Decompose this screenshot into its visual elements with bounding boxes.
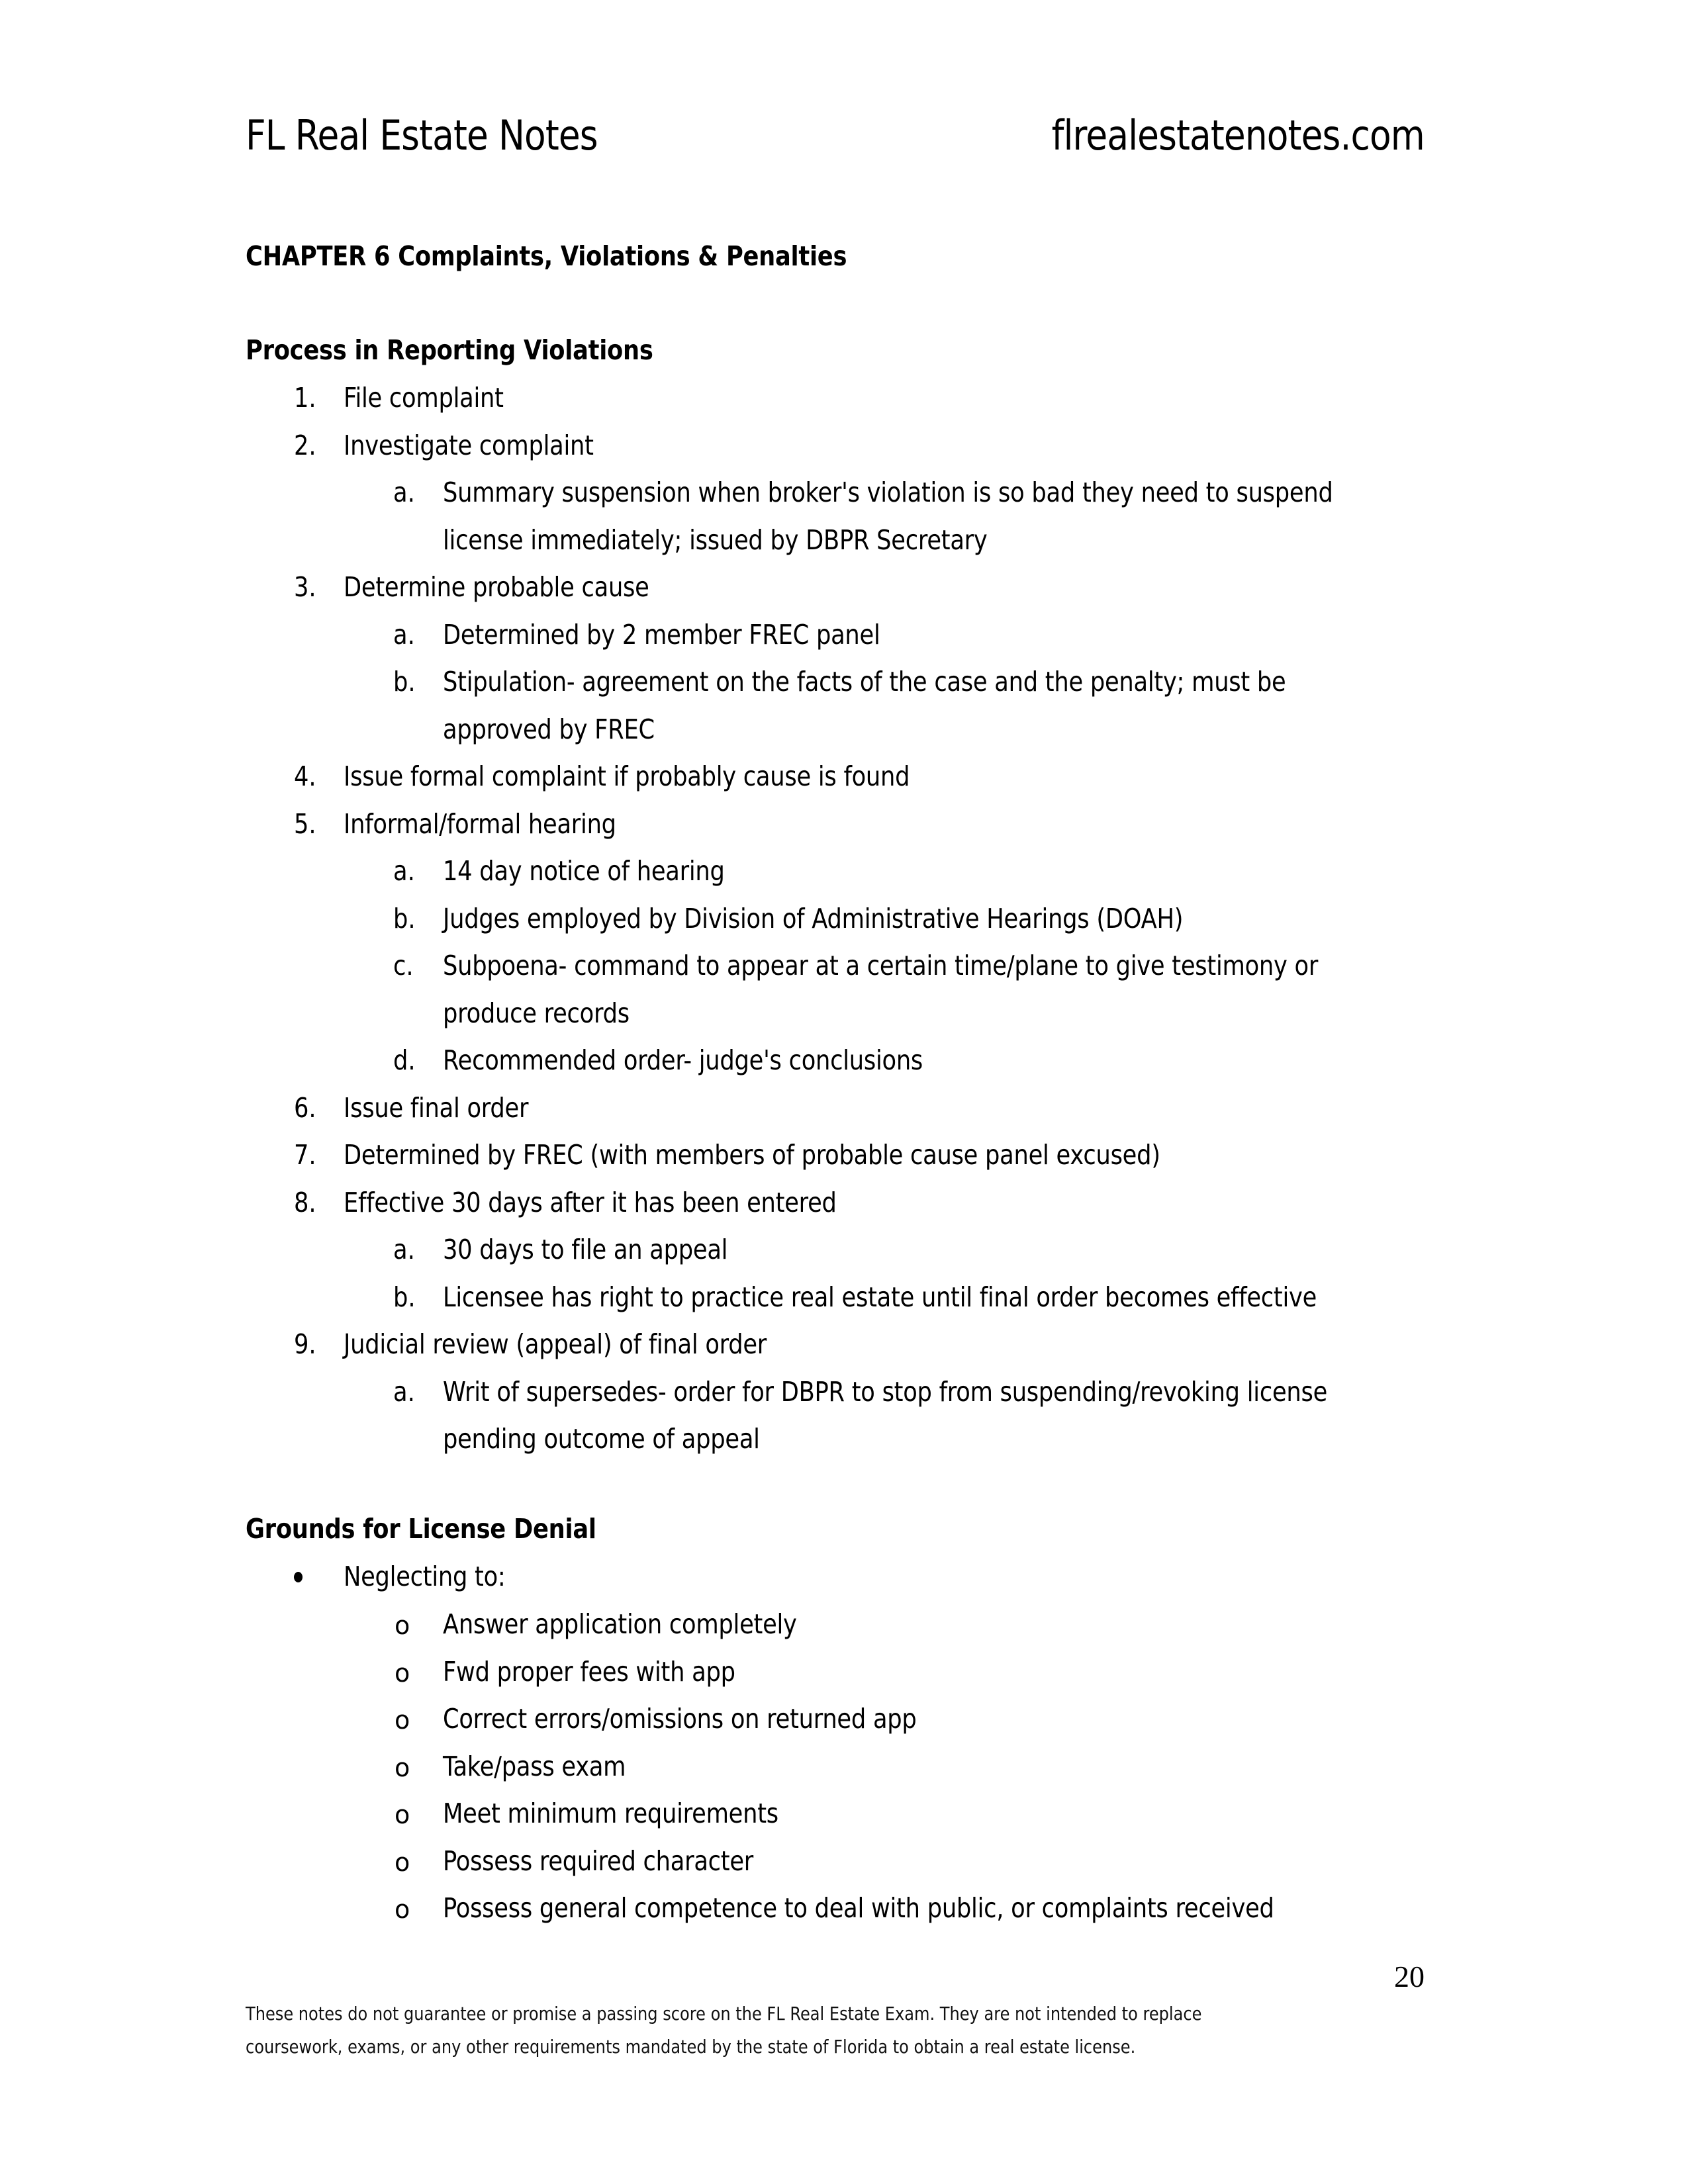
list-marker: a. — [393, 477, 415, 508]
section-heading-license-denial: Grounds for License Denial — [246, 1513, 596, 1545]
list-marker: a. — [393, 619, 415, 651]
list-item: Determine probable cause — [344, 571, 649, 603]
footer-disclaimer-line2: coursework, exams, or any other requirements mandated by the state of Florida to obtain a real estate license. — [246, 2036, 1136, 2058]
sub-list-item: 30 days to file an appeal — [443, 1234, 728, 1265]
hollow-bullet-icon: o — [395, 1895, 410, 1924]
list-marker: 2. — [294, 430, 316, 461]
hollow-bullet-icon: o — [395, 1800, 410, 1829]
hollow-bullet-icon: o — [395, 1848, 410, 1877]
sub-list-item: Writ of supersedes- order for DBPR to stop from suspending/revoking license — [443, 1376, 1328, 1408]
hollow-bullet-icon: o — [395, 1611, 410, 1640]
sub-list-item: Possess required character — [443, 1845, 754, 1877]
sub-list-item: Correct errors/omissions on returned app — [443, 1703, 917, 1735]
list-marker: a. — [393, 1376, 415, 1408]
chapter-title: CHAPTER 6 Complaints, Violations & Penalties — [246, 240, 847, 272]
list-item: Investigate complaint — [344, 430, 594, 461]
list-marker: 3. — [294, 571, 316, 603]
list-item-continuation: approved by FREC — [443, 713, 655, 745]
list-marker: d. — [393, 1044, 416, 1076]
hollow-bullet-icon: o — [395, 1659, 410, 1688]
list-item: Determined by FREC (with members of probable cause panel excused) — [344, 1139, 1160, 1171]
hollow-bullet-icon: o — [395, 1706, 410, 1735]
list-item-neglecting: Neglecting to: — [344, 1561, 506, 1592]
list-item-continuation: produce records — [443, 997, 630, 1029]
list-marker: 5. — [294, 808, 316, 840]
footer-disclaimer-line1: These notes do not guarantee or promise a passing score on the FL Real Estate Exam. They are not intended to replace — [246, 2003, 1202, 2025]
header-title: FL Real Estate Notes — [246, 111, 598, 159]
list-marker: b. — [393, 666, 416, 698]
sub-list-item: Recommended order- judge's conclusions — [443, 1044, 923, 1076]
list-item: Issue formal complaint if probably cause is found — [344, 760, 910, 792]
sub-list-item: Licensee has right to practice real estate until final order becomes effective — [443, 1281, 1317, 1313]
list-marker: 4. — [294, 760, 316, 792]
list-marker: 8. — [294, 1187, 316, 1218]
sub-list-item: Meet minimum requirements — [443, 1797, 778, 1829]
list-marker: b. — [393, 1281, 416, 1313]
sub-list-item: Take/pass exam — [443, 1751, 626, 1782]
list-marker: 9. — [294, 1328, 316, 1360]
list-item: Informal/formal hearing — [344, 808, 616, 840]
sub-list-item: Answer application completely — [443, 1608, 797, 1640]
sub-list-item: Fwd proper fees with app — [443, 1656, 735, 1688]
list-marker: 7. — [294, 1139, 316, 1171]
list-item-continuation: license immediately; issued by DBPR Secretary — [443, 524, 988, 556]
sub-list-item: Summary suspension when broker's violation is so bad they need to suspend — [443, 477, 1333, 508]
section-heading-reporting-violations: Process in Reporting Violations — [246, 334, 653, 366]
sub-list-item: Judges employed by Division of Administrative Hearings (DOAH) — [443, 903, 1184, 934]
list-item: Issue final order — [344, 1092, 529, 1124]
list-marker: b. — [393, 903, 416, 934]
sub-list-item: Stipulation- agreement on the facts of the case and the penalty; must be — [443, 666, 1286, 698]
sub-list-item: Possess general competence to deal with public, or complaints received — [443, 1892, 1274, 1924]
sub-list-item: Determined by 2 member FREC panel — [443, 619, 880, 651]
bullet-icon — [294, 1572, 303, 1582]
list-marker: c. — [393, 950, 414, 981]
list-marker: 1. — [294, 382, 316, 414]
hollow-bullet-icon: o — [395, 1753, 410, 1782]
sub-list-item: 14 day notice of hearing — [443, 855, 725, 887]
list-marker: a. — [393, 855, 415, 887]
list-marker: a. — [393, 1234, 415, 1265]
list-marker: 6. — [294, 1092, 316, 1124]
list-item: File complaint — [344, 382, 504, 414]
page-number: 20 — [1394, 1960, 1425, 1993]
list-item: Effective 30 days after it has been entered — [344, 1187, 837, 1218]
list-item-continuation: pending outcome of appeal — [443, 1423, 760, 1455]
sub-list-item: Subpoena- command to appear at a certain time/plane to give testimony or — [443, 950, 1319, 981]
list-item: Judicial review (appeal) of final order — [344, 1328, 767, 1360]
header-site: flrealestatenotes.com — [1051, 111, 1425, 159]
